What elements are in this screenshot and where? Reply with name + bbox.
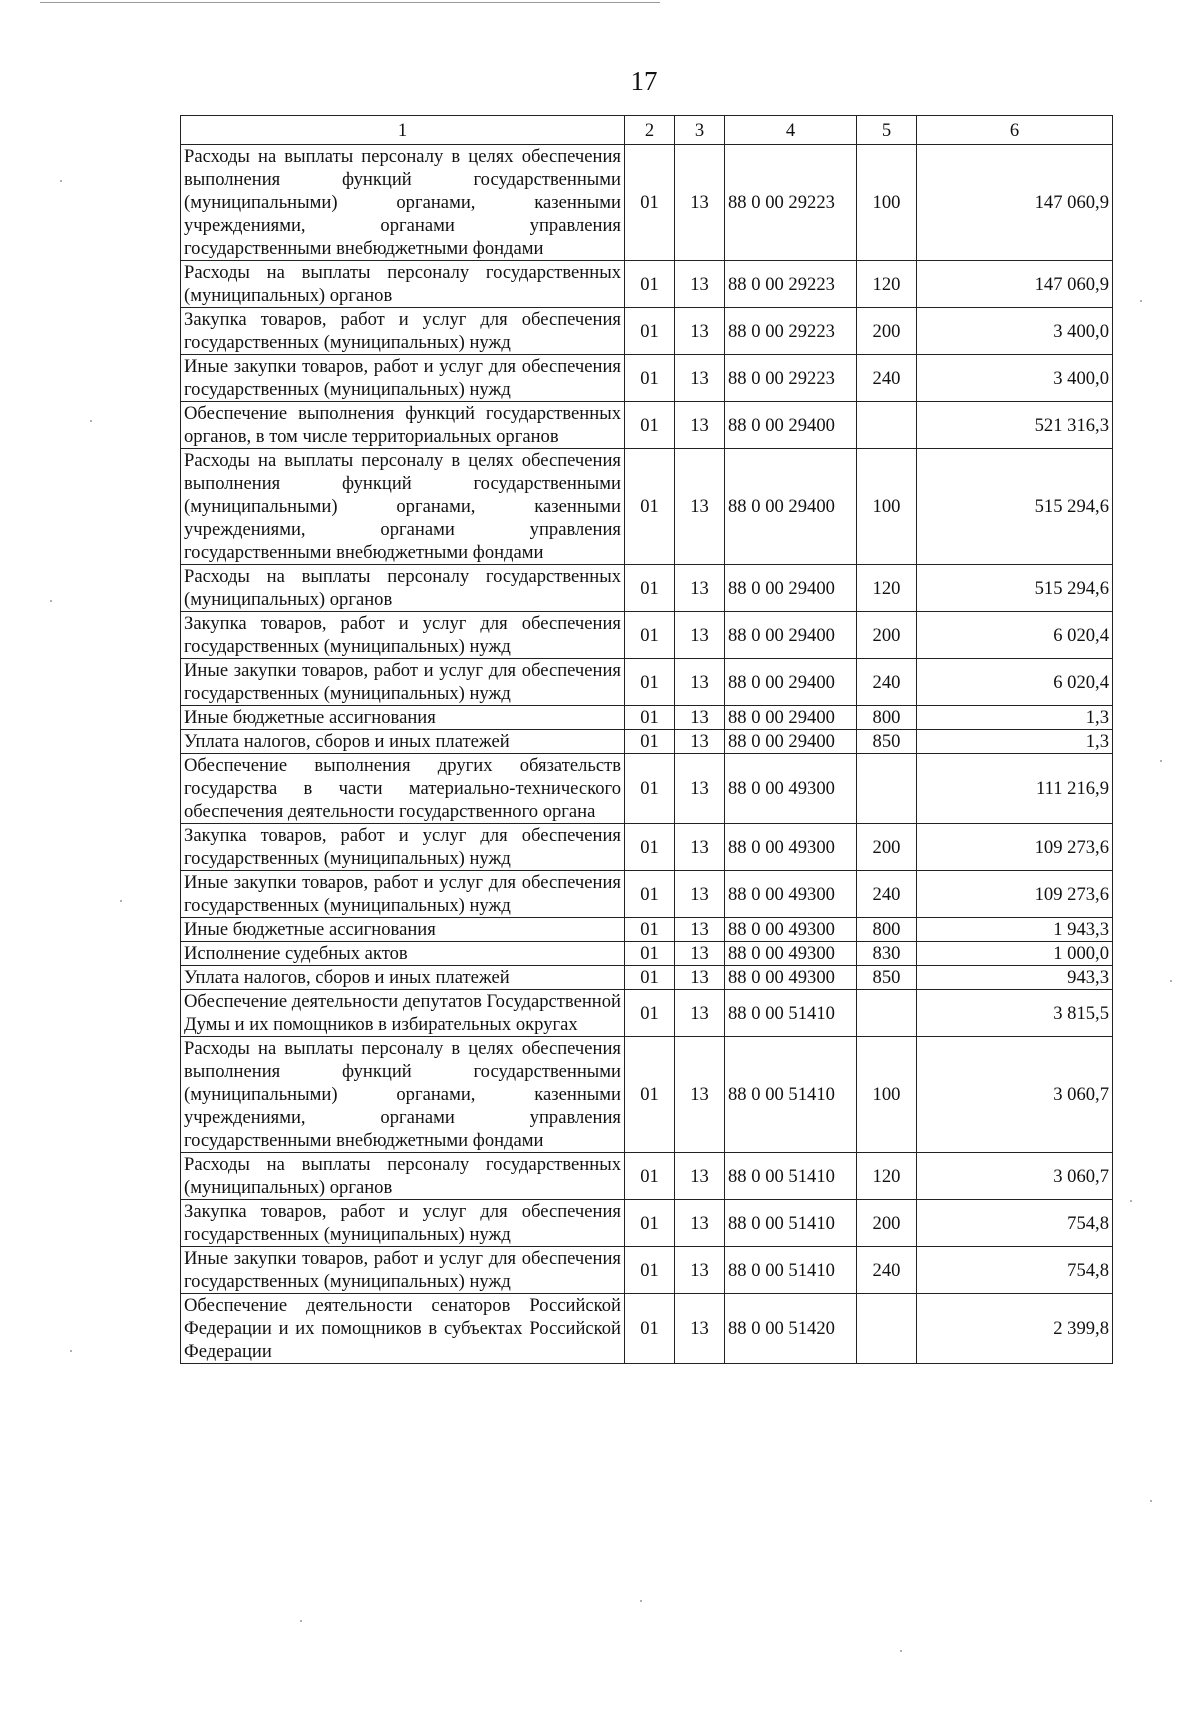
scan-speck	[120, 900, 122, 902]
row-section: 01	[625, 565, 675, 612]
table-row	[181, 1153, 1113, 1200]
scan-speck	[1170, 980, 1172, 982]
table-row	[181, 918, 1113, 942]
row-subsection: 13	[675, 918, 725, 942]
row-target-article: 88 0 00 51410	[725, 990, 857, 1037]
row-subsection: 13	[675, 706, 725, 730]
row-description: Иные закупки товаров, работ и услуг для обеспечения государственных (муниципальных) нужд	[181, 1247, 625, 1294]
table-row	[181, 754, 1113, 824]
table-row	[181, 145, 1113, 261]
row-description: Иные закупки товаров, работ и услуг для обеспечения государственных (муниципальных) нужд	[181, 871, 625, 918]
row-amount: 147 060,9	[917, 261, 1113, 308]
row-description: Закупка товаров, работ и услуг для обеспечения государственных (муниципальных) нужд	[181, 824, 625, 871]
row-section: 01	[625, 1247, 675, 1294]
row-description: Обеспечение деятельности депутатов Государственной Думы и их помощников в избирательных округах	[181, 990, 625, 1037]
row-subsection: 13	[675, 966, 725, 990]
scan-speck	[70, 1350, 72, 1352]
header-col-6: 6	[917, 116, 1113, 145]
row-amount: 1,3	[917, 730, 1113, 754]
row-amount: 1,3	[917, 706, 1113, 730]
scan-speck	[1160, 760, 1162, 762]
row-section: 01	[625, 308, 675, 355]
row-description: Расходы на выплаты персоналу в целях обеспечения выполнения функций государственными (муниципальными) органами, казенными учреждениями, органами управления государственными внебюджетными фондами	[181, 1037, 625, 1153]
row-expense-type: 200	[857, 1200, 917, 1247]
row-target-article: 88 0 00 29223	[725, 308, 857, 355]
row-expense-type: 240	[857, 659, 917, 706]
row-target-article: 88 0 00 51410	[725, 1200, 857, 1247]
row-expense-type	[857, 402, 917, 449]
row-target-article: 88 0 00 49300	[725, 918, 857, 942]
row-amount: 515 294,6	[917, 449, 1113, 565]
table-row	[181, 824, 1113, 871]
row-section: 01	[625, 402, 675, 449]
scan-speck	[60, 180, 62, 182]
scan-edge-line	[40, 2, 660, 3]
row-subsection: 13	[675, 754, 725, 824]
row-target-article: 88 0 00 51420	[725, 1294, 857, 1364]
row-subsection: 13	[675, 1200, 725, 1247]
table-header-row	[181, 116, 1113, 145]
table-row	[181, 966, 1113, 990]
scan-speck	[1150, 1500, 1152, 1502]
row-description: Расходы на выплаты персоналу государственных (муниципальных) органов	[181, 261, 625, 308]
row-section: 01	[625, 1153, 675, 1200]
row-amount: 943,3	[917, 966, 1113, 990]
row-expense-type: 100	[857, 145, 917, 261]
row-subsection: 13	[675, 659, 725, 706]
row-target-article: 88 0 00 29400	[725, 565, 857, 612]
header-col-1: 1	[181, 116, 625, 145]
row-subsection: 13	[675, 261, 725, 308]
row-subsection: 13	[675, 942, 725, 966]
row-expense-type: 830	[857, 942, 917, 966]
row-section: 01	[625, 261, 675, 308]
row-subsection: 13	[675, 449, 725, 565]
row-subsection: 13	[675, 990, 725, 1037]
table-row	[181, 261, 1113, 308]
row-expense-type: 100	[857, 449, 917, 565]
row-amount: 3 060,7	[917, 1153, 1113, 1200]
row-description: Расходы на выплаты персоналу государственных (муниципальных) органов	[181, 1153, 625, 1200]
row-expense-type: 120	[857, 1153, 917, 1200]
row-target-article: 88 0 00 51410	[725, 1037, 857, 1153]
row-section: 01	[625, 659, 675, 706]
row-amount: 521 316,3	[917, 402, 1113, 449]
row-amount: 3 400,0	[917, 308, 1113, 355]
row-expense-type: 200	[857, 612, 917, 659]
row-target-article: 88 0 00 29400	[725, 659, 857, 706]
header-col-4: 4	[725, 116, 857, 145]
row-amount: 3 060,7	[917, 1037, 1113, 1153]
row-subsection: 13	[675, 730, 725, 754]
row-target-article: 88 0 00 29400	[725, 706, 857, 730]
row-description: Расходы на выплаты персоналу в целях обеспечения выполнения функций государственными (муниципальными) органами, казенными учреждениями, органами управления государственными внебюджетными фондами	[181, 449, 625, 565]
row-expense-type: 200	[857, 308, 917, 355]
table-row	[181, 565, 1113, 612]
row-section: 01	[625, 355, 675, 402]
table-row	[181, 402, 1113, 449]
row-amount: 754,8	[917, 1247, 1113, 1294]
row-target-article: 88 0 00 49300	[725, 942, 857, 966]
row-description: Иные закупки товаров, работ и услуг для обеспечения государственных (муниципальных) нужд	[181, 355, 625, 402]
row-description: Иные бюджетные ассигнования	[181, 918, 625, 942]
row-expense-type: 240	[857, 355, 917, 402]
row-description: Расходы на выплаты персоналу в целях обеспечения выполнения функций государственными (муниципальными) органами, казенными учреждениями, органами управления государственными внебюджетными фондами	[181, 145, 625, 261]
row-amount: 147 060,9	[917, 145, 1113, 261]
row-description: Исполнение судебных актов	[181, 942, 625, 966]
row-section: 01	[625, 449, 675, 565]
row-description: Обеспечение выполнения других обязательств государства в части материально-технического обеспечения деятельности государственного органа	[181, 754, 625, 824]
row-description: Обеспечение выполнения функций государственных органов, в том числе территориальных органов	[181, 402, 625, 449]
row-amount: 2 399,8	[917, 1294, 1113, 1364]
row-description: Иные бюджетные ассигнования	[181, 706, 625, 730]
row-section: 01	[625, 706, 675, 730]
row-target-article: 88 0 00 49300	[725, 871, 857, 918]
row-section: 01	[625, 824, 675, 871]
row-description: Расходы на выплаты персоналу государственных (муниципальных) органов	[181, 565, 625, 612]
row-section: 01	[625, 966, 675, 990]
table-row	[181, 990, 1113, 1037]
table-row	[181, 355, 1113, 402]
scan-speck	[640, 1600, 642, 1602]
row-subsection: 13	[675, 1294, 725, 1364]
table-row	[181, 730, 1113, 754]
scan-speck	[1130, 1200, 1132, 1202]
row-expense-type: 120	[857, 565, 917, 612]
row-target-article: 88 0 00 29400	[725, 612, 857, 659]
row-section: 01	[625, 730, 675, 754]
row-section: 01	[625, 942, 675, 966]
row-target-article: 88 0 00 29223	[725, 261, 857, 308]
row-subsection: 13	[675, 355, 725, 402]
table-row	[181, 308, 1113, 355]
row-section: 01	[625, 1294, 675, 1364]
row-target-article: 88 0 00 51410	[725, 1247, 857, 1294]
row-expense-type: 800	[857, 706, 917, 730]
row-expense-type: 240	[857, 871, 917, 918]
row-target-article: 88 0 00 29400	[725, 449, 857, 565]
table-row	[181, 1037, 1113, 1153]
row-section: 01	[625, 918, 675, 942]
scan-speck	[1140, 300, 1142, 302]
table-row	[181, 706, 1113, 730]
row-target-article: 88 0 00 29400	[725, 730, 857, 754]
row-amount: 515 294,6	[917, 565, 1113, 612]
row-expense-type: 200	[857, 824, 917, 871]
row-expense-type	[857, 990, 917, 1037]
row-expense-type: 850	[857, 730, 917, 754]
row-amount: 3 815,5	[917, 990, 1113, 1037]
budget-table	[180, 115, 1113, 1364]
row-expense-type: 100	[857, 1037, 917, 1153]
row-section: 01	[625, 1037, 675, 1153]
row-target-article: 88 0 00 29223	[725, 145, 857, 261]
row-section: 01	[625, 612, 675, 659]
row-target-article: 88 0 00 29223	[725, 355, 857, 402]
row-subsection: 13	[675, 824, 725, 871]
row-amount: 111 216,9	[917, 754, 1113, 824]
row-amount: 109 273,6	[917, 824, 1113, 871]
row-subsection: 13	[675, 308, 725, 355]
row-section: 01	[625, 754, 675, 824]
row-expense-type: 120	[857, 261, 917, 308]
row-description: Обеспечение деятельности сенаторов Российской Федерации и их помощников в субъектах Российской Федерации	[181, 1294, 625, 1364]
row-section: 01	[625, 871, 675, 918]
row-subsection: 13	[675, 612, 725, 659]
row-subsection: 13	[675, 1037, 725, 1153]
header-col-5: 5	[857, 116, 917, 145]
row-section: 01	[625, 145, 675, 261]
row-subsection: 13	[675, 1153, 725, 1200]
row-amount: 1 943,3	[917, 918, 1113, 942]
table-row	[181, 612, 1113, 659]
row-section: 01	[625, 1200, 675, 1247]
row-section: 01	[625, 990, 675, 1037]
row-amount: 1 000,0	[917, 942, 1113, 966]
header-col-3: 3	[675, 116, 725, 145]
row-subsection: 13	[675, 1247, 725, 1294]
row-description: Уплата налогов, сборов и иных платежей	[181, 730, 625, 754]
table-row	[181, 1294, 1113, 1364]
row-description: Закупка товаров, работ и услуг для обеспечения государственных (муниципальных) нужд	[181, 308, 625, 355]
table-row	[181, 1247, 1113, 1294]
row-target-article: 88 0 00 49300	[725, 966, 857, 990]
row-description: Уплата налогов, сборов и иных платежей	[181, 966, 625, 990]
table-row	[181, 942, 1113, 966]
row-description: Закупка товаров, работ и услуг для обеспечения государственных (муниципальных) нужд	[181, 1200, 625, 1247]
row-subsection: 13	[675, 145, 725, 261]
row-expense-type	[857, 754, 917, 824]
header-col-2: 2	[625, 116, 675, 145]
page-number: 17	[630, 66, 658, 96]
row-amount: 6 020,4	[917, 612, 1113, 659]
table-row	[181, 659, 1113, 706]
scan-speck	[900, 1650, 902, 1652]
table-row	[181, 1200, 1113, 1247]
table-row	[181, 449, 1113, 565]
row-target-article: 88 0 00 29400	[725, 402, 857, 449]
row-expense-type: 800	[857, 918, 917, 942]
row-target-article: 88 0 00 49300	[725, 754, 857, 824]
row-target-article: 88 0 00 51410	[725, 1153, 857, 1200]
table-row	[181, 871, 1113, 918]
row-target-article: 88 0 00 49300	[725, 824, 857, 871]
row-expense-type: 240	[857, 1247, 917, 1294]
row-description: Иные закупки товаров, работ и услуг для обеспечения государственных (муниципальных) нужд	[181, 659, 625, 706]
row-amount: 3 400,0	[917, 355, 1113, 402]
scan-speck	[90, 420, 92, 422]
scan-speck	[300, 1620, 302, 1622]
row-subsection: 13	[675, 871, 725, 918]
row-subsection: 13	[675, 402, 725, 449]
row-amount: 754,8	[917, 1200, 1113, 1247]
row-amount: 6 020,4	[917, 659, 1113, 706]
scan-speck	[50, 600, 52, 602]
row-expense-type	[857, 1294, 917, 1364]
row-subsection: 13	[675, 565, 725, 612]
row-description: Закупка товаров, работ и услуг для обеспечения государственных (муниципальных) нужд	[181, 612, 625, 659]
table-body	[181, 145, 1113, 1364]
row-expense-type: 850	[857, 966, 917, 990]
row-amount: 109 273,6	[917, 871, 1113, 918]
